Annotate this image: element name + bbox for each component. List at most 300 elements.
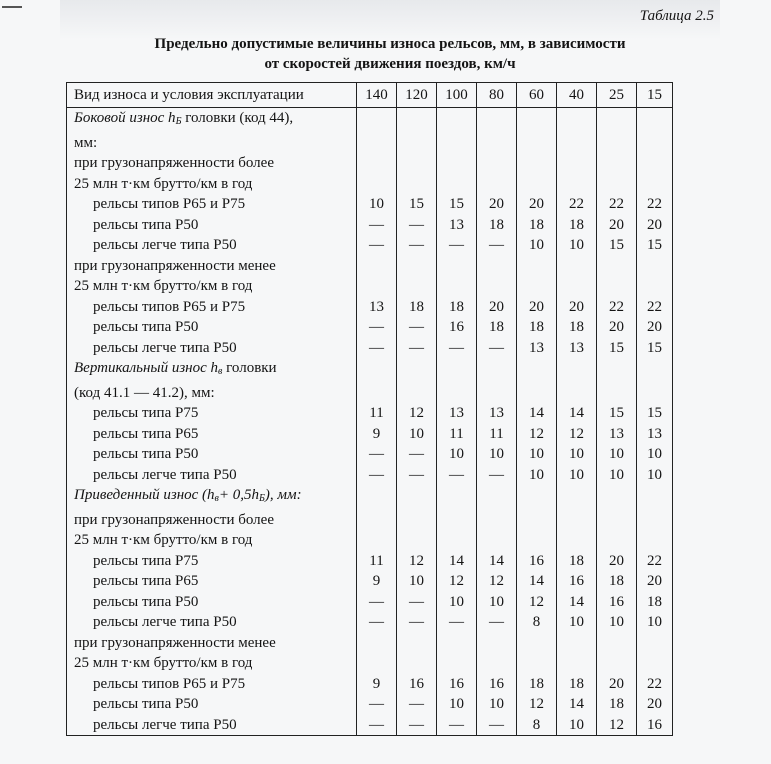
- row-label: [67, 592, 357, 613]
- row-label: [67, 612, 357, 633]
- value-cell: —: [397, 694, 437, 715]
- value-cell: 10: [557, 715, 597, 736]
- value-cell: 18: [557, 551, 597, 572]
- table-row: [67, 153, 673, 174]
- value-cell: 16: [477, 674, 517, 695]
- value-cell: 10: [597, 444, 637, 465]
- value-cell: 10: [637, 444, 673, 465]
- value-cell: [357, 108, 397, 133]
- table-row: [67, 338, 673, 359]
- value-cell: 13: [597, 424, 637, 445]
- table-number: Таблица 2.5: [639, 8, 714, 24]
- value-cell: [597, 383, 637, 404]
- value-cell: 13: [357, 297, 397, 318]
- row-label-text: рельсы типов Р65 и Р75: [93, 298, 246, 315]
- row-label: [67, 653, 357, 674]
- value-cell: 11: [357, 551, 397, 572]
- row-label-text: рельсы легче типа Р50: [93, 614, 237, 630]
- value-cell: 12: [517, 592, 557, 613]
- table-row: [67, 174, 673, 195]
- value-cell: [557, 276, 597, 297]
- row-label: [67, 133, 357, 154]
- value-cell: [637, 276, 673, 297]
- row-label-text: рельсы типа Р75: [93, 405, 199, 421]
- value-cell: [397, 276, 437, 297]
- row-label-italic: [74, 360, 222, 376]
- value-cell: —: [357, 444, 397, 465]
- value-cell: [357, 530, 397, 551]
- value-cell: —: [437, 612, 477, 633]
- value-cell: [517, 530, 557, 551]
- table-row: [67, 571, 673, 592]
- value-cell: —: [397, 338, 437, 359]
- value-cell: 13: [557, 338, 597, 359]
- row-label-subscript: в: [218, 366, 223, 377]
- value-cell: 18: [597, 571, 637, 592]
- row-label: [67, 694, 357, 715]
- value-cell: [477, 133, 517, 154]
- row-label-italic: [74, 487, 302, 503]
- row-label: [67, 358, 357, 383]
- header-speed: 140: [357, 83, 397, 108]
- value-cell: [437, 633, 477, 654]
- row-label: [67, 174, 357, 195]
- value-cell: [397, 653, 437, 674]
- value-cell: —: [357, 215, 397, 236]
- value-cell: 10: [437, 694, 477, 715]
- table-row: [67, 551, 673, 572]
- value-cell: [357, 633, 397, 654]
- row-label-text: 25 млн т·км брутто/км в год: [74, 278, 253, 294]
- value-cell: 20: [597, 551, 637, 572]
- value-cell: 12: [597, 715, 637, 736]
- row-label-text: (код 41.1 — 41.2), мм:: [74, 384, 215, 401]
- value-cell: 13: [517, 338, 557, 359]
- table-row: [67, 383, 673, 404]
- table-row: [67, 256, 673, 277]
- table-row: [67, 444, 673, 465]
- table-row: [67, 276, 673, 297]
- row-label-text: 25 млн т·км брутто/км в год: [74, 532, 253, 548]
- value-cell: 12: [437, 571, 477, 592]
- value-cell: 10: [517, 465, 557, 486]
- value-cell: [517, 653, 557, 674]
- table-row: [67, 215, 673, 236]
- header-speed: 100: [437, 83, 477, 108]
- row-label: [67, 530, 357, 551]
- value-cell: [397, 358, 437, 383]
- value-cell: [397, 485, 437, 510]
- table-row: [67, 715, 673, 736]
- value-cell: [397, 108, 437, 133]
- row-label: [67, 571, 357, 592]
- value-cell: [477, 174, 517, 195]
- value-cell: [557, 256, 597, 277]
- value-cell: 18: [597, 694, 637, 715]
- row-label-text: рельсы легче типа Р50: [93, 339, 237, 356]
- table-row: [67, 235, 673, 256]
- row-label-subscript: Б: [175, 116, 182, 127]
- margin-dash: [2, 6, 22, 8]
- row-label-text: при грузонапряженности более: [74, 155, 274, 171]
- table-row: [67, 633, 673, 654]
- row-label-text: Вертикальный износ h: [74, 360, 219, 376]
- value-cell: —: [477, 465, 517, 486]
- value-cell: —: [357, 612, 397, 633]
- row-label-text: рельсы типа Р50: [93, 696, 199, 712]
- row-label-text: при грузонапряженности менее: [74, 257, 276, 274]
- value-cell: [397, 633, 437, 654]
- value-cell: [357, 358, 397, 383]
- value-cell: 12: [397, 551, 437, 572]
- value-cell: 16: [437, 317, 477, 338]
- value-cell: [517, 153, 557, 174]
- value-cell: 15: [637, 338, 673, 359]
- value-cell: 15: [637, 235, 673, 256]
- value-cell: 10: [557, 612, 597, 633]
- value-cell: 10: [477, 444, 517, 465]
- caption-line-1: Предельно допустимые величины износа рельсов, мм, в зависимости: [154, 36, 626, 52]
- value-cell: 13: [437, 403, 477, 424]
- value-cell: —: [437, 235, 477, 256]
- value-cell: 12: [397, 403, 437, 424]
- value-cell: [637, 153, 673, 174]
- value-cell: —: [357, 465, 397, 486]
- row-label-formula: + 0,5h: [218, 487, 260, 503]
- table-row: [67, 297, 673, 318]
- value-cell: —: [397, 612, 437, 633]
- value-cell: —: [437, 465, 477, 486]
- row-label-text: рельсы типа Р50: [93, 593, 199, 610]
- value-cell: 18: [637, 592, 673, 613]
- row-label-subscript: в: [214, 493, 219, 504]
- value-cell: 16: [597, 592, 637, 613]
- row-label-tail: головки (код 44),: [181, 110, 294, 126]
- value-cell: 18: [517, 215, 557, 236]
- table-row: [67, 485, 673, 510]
- value-cell: [437, 510, 477, 531]
- row-label-subscript: Б: [259, 493, 265, 504]
- value-cell: [517, 510, 557, 531]
- value-cell: 22: [637, 194, 673, 215]
- value-cell: [477, 633, 517, 654]
- row-label-text: рельсы типов Р65 и Р75: [93, 196, 246, 212]
- value-cell: [477, 383, 517, 404]
- value-cell: [637, 133, 673, 154]
- table-row: [67, 403, 673, 424]
- row-label-italic: [74, 110, 181, 126]
- table-row: [67, 612, 673, 633]
- value-cell: [357, 133, 397, 154]
- value-cell: 10: [397, 424, 437, 445]
- value-cell: [637, 530, 673, 551]
- row-label: [67, 256, 357, 277]
- value-cell: [357, 485, 397, 510]
- value-cell: [597, 510, 637, 531]
- value-cell: [517, 485, 557, 510]
- value-cell: [357, 276, 397, 297]
- value-cell: [437, 653, 477, 674]
- value-cell: 15: [597, 403, 637, 424]
- value-cell: 12: [557, 424, 597, 445]
- value-cell: [397, 174, 437, 195]
- value-cell: [637, 653, 673, 674]
- row-label-tail: ), мм:: [264, 487, 302, 503]
- value-cell: [437, 133, 477, 154]
- value-cell: [517, 256, 557, 277]
- row-label: [67, 424, 357, 445]
- value-cell: —: [397, 317, 437, 338]
- value-cell: —: [437, 715, 477, 736]
- value-cell: [357, 383, 397, 404]
- row-label-text: рельсы типа Р50: [93, 319, 199, 335]
- value-cell: [597, 108, 637, 133]
- value-cell: [517, 633, 557, 654]
- header-condition: Вид износа и условия эксплуатации: [67, 83, 357, 108]
- value-cell: 20: [637, 571, 673, 592]
- value-cell: [637, 358, 673, 383]
- value-cell: [477, 276, 517, 297]
- value-cell: 22: [597, 194, 637, 215]
- value-cell: [637, 510, 673, 531]
- value-cell: 20: [637, 694, 673, 715]
- table-body: [67, 108, 673, 736]
- value-cell: 12: [517, 424, 557, 445]
- value-cell: 20: [597, 317, 637, 338]
- row-label-text: мм:: [74, 134, 98, 151]
- header-speed: 60: [517, 83, 557, 108]
- value-cell: 18: [557, 317, 597, 338]
- value-cell: [517, 358, 557, 383]
- value-cell: 20: [477, 194, 517, 215]
- row-label: [67, 465, 357, 486]
- value-cell: [397, 133, 437, 154]
- row-label: [67, 194, 357, 215]
- row-label-text: Боковой износ h: [74, 110, 176, 126]
- value-cell: [477, 530, 517, 551]
- value-cell: [397, 383, 437, 404]
- table-row: [67, 424, 673, 445]
- value-cell: 14: [557, 694, 597, 715]
- value-cell: 14: [557, 592, 597, 613]
- value-cell: 20: [477, 297, 517, 318]
- value-cell: 15: [597, 338, 637, 359]
- value-cell: [557, 174, 597, 195]
- table-row: [67, 133, 673, 154]
- row-label-text: 25 млн т·км брутто/км в год: [74, 655, 253, 671]
- value-cell: [437, 530, 477, 551]
- value-cell: [557, 153, 597, 174]
- value-cell: 16: [517, 551, 557, 572]
- row-label-text: рельсы типа Р65: [93, 573, 199, 589]
- table-row: [67, 108, 673, 133]
- row-label-text: рельсы типа Р65: [93, 425, 199, 442]
- value-cell: 18: [397, 297, 437, 318]
- row-label-text: рельсы типов Р65 и Р75: [93, 675, 246, 692]
- value-cell: 10: [397, 571, 437, 592]
- value-cell: 20: [637, 215, 673, 236]
- value-cell: [517, 276, 557, 297]
- value-cell: 14: [517, 571, 557, 592]
- value-cell: 8: [517, 715, 557, 736]
- value-cell: [557, 633, 597, 654]
- value-cell: [597, 530, 637, 551]
- header-speed: 25: [597, 83, 637, 108]
- row-label: [67, 215, 357, 236]
- value-cell: 14: [517, 403, 557, 424]
- value-cell: [397, 530, 437, 551]
- value-cell: [477, 256, 517, 277]
- row-label-text: рельсы легче типа Р50: [93, 237, 237, 253]
- value-cell: 10: [437, 592, 477, 613]
- value-cell: —: [357, 338, 397, 359]
- value-cell: 10: [477, 694, 517, 715]
- row-label-text: рельсы типа Р50: [93, 216, 199, 233]
- value-cell: [597, 653, 637, 674]
- value-cell: [597, 276, 637, 297]
- value-cell: —: [477, 715, 517, 736]
- value-cell: 20: [517, 297, 557, 318]
- row-label: [67, 383, 357, 404]
- value-cell: 20: [597, 674, 637, 695]
- value-cell: 13: [477, 403, 517, 424]
- value-cell: —: [397, 715, 437, 736]
- value-cell: [437, 174, 477, 195]
- value-cell: [357, 510, 397, 531]
- row-label: [67, 108, 357, 133]
- value-cell: 20: [597, 215, 637, 236]
- row-label: [67, 153, 357, 174]
- value-cell: [517, 133, 557, 154]
- row-label: [67, 297, 357, 318]
- value-cell: —: [477, 338, 517, 359]
- value-cell: [437, 108, 477, 133]
- row-label: [67, 510, 357, 531]
- value-cell: [637, 256, 673, 277]
- value-cell: [637, 633, 673, 654]
- row-label-text: рельсы легче типа Р50: [93, 466, 237, 483]
- value-cell: [557, 485, 597, 510]
- value-cell: —: [477, 235, 517, 256]
- value-cell: 9: [357, 424, 397, 445]
- value-cell: [357, 653, 397, 674]
- table-row: [67, 694, 673, 715]
- value-cell: [437, 256, 477, 277]
- value-cell: —: [397, 235, 437, 256]
- table-row: [67, 653, 673, 674]
- value-cell: [597, 485, 637, 510]
- value-cell: [477, 108, 517, 133]
- header-row: [67, 83, 673, 108]
- value-cell: 10: [597, 612, 637, 633]
- value-cell: 10: [637, 465, 673, 486]
- table-row: [67, 530, 673, 551]
- table-row: [67, 317, 673, 338]
- value-cell: 13: [437, 215, 477, 236]
- value-cell: 11: [357, 403, 397, 424]
- value-cell: 9: [357, 571, 397, 592]
- value-cell: [557, 133, 597, 154]
- table-row: [67, 358, 673, 383]
- value-cell: 10: [557, 444, 597, 465]
- value-cell: 10: [437, 444, 477, 465]
- row-label: [67, 338, 357, 359]
- value-cell: 18: [437, 297, 477, 318]
- header-speed: 15: [637, 83, 673, 108]
- table-row: [67, 510, 673, 531]
- row-label: [67, 485, 357, 510]
- value-cell: [597, 133, 637, 154]
- value-cell: 10: [517, 444, 557, 465]
- value-cell: [517, 174, 557, 195]
- value-cell: [357, 174, 397, 195]
- value-cell: 22: [637, 674, 673, 695]
- value-cell: 20: [517, 194, 557, 215]
- value-cell: —: [397, 592, 437, 613]
- value-cell: [557, 358, 597, 383]
- value-cell: [437, 383, 477, 404]
- value-cell: [597, 174, 637, 195]
- value-cell: [557, 510, 597, 531]
- value-cell: 16: [557, 571, 597, 592]
- value-cell: —: [357, 592, 397, 613]
- value-cell: 10: [357, 194, 397, 215]
- table-caption: [60, 34, 720, 74]
- row-label-text: рельсы типа Р75: [93, 552, 199, 569]
- value-cell: [357, 153, 397, 174]
- value-cell: [637, 485, 673, 510]
- row-label: [67, 674, 357, 695]
- value-cell: 20: [557, 297, 597, 318]
- value-cell: [437, 153, 477, 174]
- value-cell: [357, 256, 397, 277]
- value-cell: —: [397, 465, 437, 486]
- value-cell: 10: [557, 235, 597, 256]
- value-cell: —: [397, 444, 437, 465]
- value-cell: 16: [437, 674, 477, 695]
- value-cell: [637, 108, 673, 133]
- row-label-text: при грузонапряженности более: [74, 511, 274, 528]
- value-cell: 18: [517, 674, 557, 695]
- row-label-text: рельсы легче типа Р50: [93, 716, 237, 733]
- value-cell: 14: [557, 403, 597, 424]
- value-cell: [557, 653, 597, 674]
- value-cell: [557, 383, 597, 404]
- value-cell: 9: [357, 674, 397, 695]
- value-cell: [477, 358, 517, 383]
- value-cell: 10: [557, 465, 597, 486]
- value-cell: 16: [637, 715, 673, 736]
- value-cell: [637, 383, 673, 404]
- value-cell: 10: [637, 612, 673, 633]
- row-label: [67, 235, 357, 256]
- value-cell: [597, 153, 637, 174]
- row-label-text: 25 млн т·км брутто/км в год: [74, 175, 253, 192]
- row-label: [67, 551, 357, 572]
- value-cell: 14: [477, 551, 517, 572]
- row-label-text: рельсы типа Р50: [93, 446, 199, 462]
- value-cell: 15: [637, 403, 673, 424]
- value-cell: 12: [517, 694, 557, 715]
- value-cell: 18: [517, 317, 557, 338]
- row-label-text: Приведенный износ (h: [74, 487, 215, 503]
- value-cell: [477, 485, 517, 510]
- value-cell: 18: [477, 317, 517, 338]
- row-label: [67, 715, 357, 736]
- header-speed: 40: [557, 83, 597, 108]
- value-cell: 18: [557, 215, 597, 236]
- value-cell: 16: [397, 674, 437, 695]
